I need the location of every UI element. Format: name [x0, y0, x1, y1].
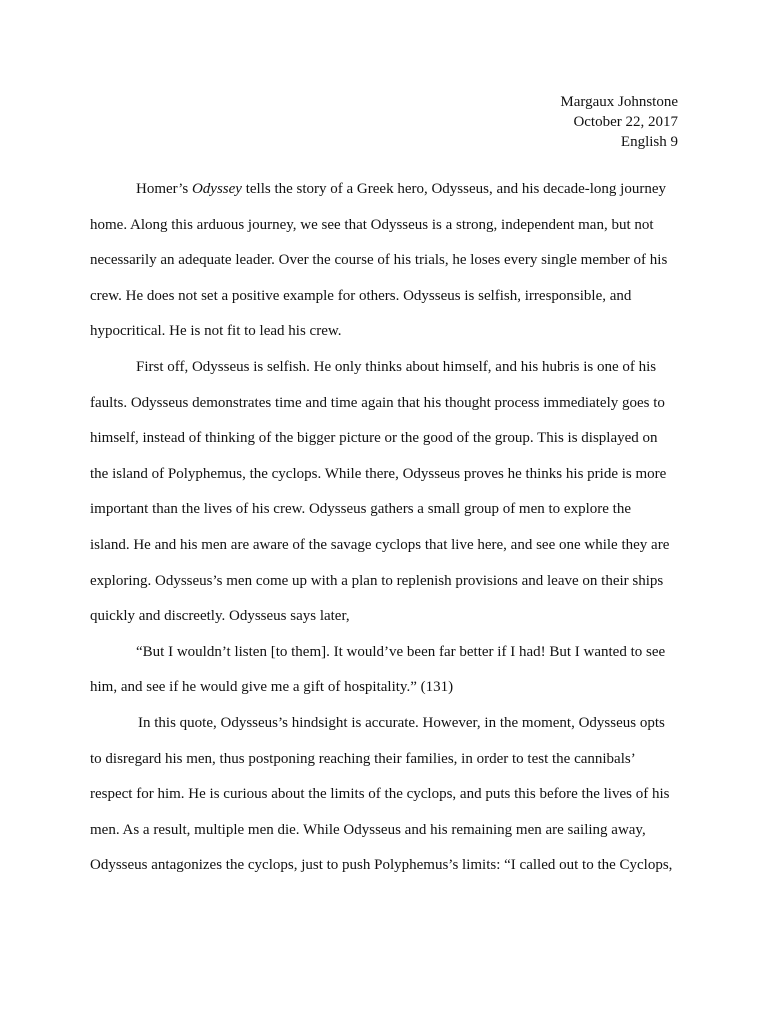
paragraph-1-line-2: home. Along this arduous journey, we see that Odysseus is a strong, independent man, but not	[90, 216, 654, 233]
quote-line-1: “But I wouldn’t listen [to them]. It would’ve been far better if I had! But I wanted to see	[136, 643, 666, 660]
essay-body	[90, 172, 680, 884]
quote-line-2: him, and see if he would give me a gift of hospitality.” (131)	[90, 679, 454, 696]
paragraph-2-line-8: quickly and discreetly. Odysseus says later,	[90, 608, 350, 625]
paragraph-2-line-1: First off, Odysseus is selfish. He only thinks about himself, and his hubris is one of his	[136, 358, 657, 375]
paragraph-2-line-3: himself, instead of thinking of the bigger picture or the good of the group. This is displayed on	[90, 430, 658, 447]
paragraph-1-line-4: crew. He does not set a positive example for others. Odysseus is selfish, irresponsible, and	[90, 287, 632, 304]
paragraph-2-line-7: exploring. Odysseus’s men come up with a plan to replenish provisions and leave on their ships	[90, 572, 664, 589]
paragraph-3-line-3: respect for him. He is curious about the limits of the cyclops, and puts this before the lives of his	[90, 786, 670, 803]
paragraph-3-line-2: to disregard his men, thus postponing reaching their families, in order to test the cannibals’	[90, 750, 636, 767]
work-title: Odyssey	[191, 181, 242, 197]
paragraph-2-line-4: the island of Polyphemus, the cyclops. While there, Odysseus proves he thinks his pride is more	[90, 465, 667, 482]
paragraph-2-line-6: island. He and his men are aware of the savage cyclops that live here, and see one while they are	[90, 536, 670, 553]
class-name: English 9	[620, 134, 678, 150]
paragraph-3-line-4: men. As a result, multiple men die. While Odysseus and his remaining men are sailing away,	[90, 821, 646, 838]
paragraph-3-line-1: In this quote, Odysseus’s hindsight is accurate. However, in the moment, Odysseus opts	[138, 714, 665, 731]
essay-heading	[560, 92, 678, 152]
paragraph-1-line-1-rest: tells the story of a Greek hero, Odysseus, and his decade-long journey	[241, 181, 667, 197]
paragraph-1-line-1	[90, 172, 680, 208]
paragraph-2-line-2: faults. Odysseus demonstrates time and time again that his thought process immediately goes to	[90, 394, 665, 411]
paragraph-1-lead: Homer’s	[136, 181, 192, 197]
paragraph-1-line-3: necessarily an adequate leader. Over the course of his trials, he loses every single member of his	[90, 252, 668, 269]
paragraph-2-line-5: important than the lives of his crew. Odysseus gathers a small group of men to explore the	[90, 501, 631, 518]
paragraph-3-line-5: Odysseus antagonizes the cyclops, just to push Polyphemus’s limits: “I called out to the Cyclops,	[90, 857, 673, 874]
author-name: Margaux Johnstone	[560, 94, 678, 110]
essay-date: October 22, 2017	[573, 114, 678, 130]
paragraph-1-line-5: hypocritical. He is not fit to lead his crew.	[90, 323, 342, 340]
